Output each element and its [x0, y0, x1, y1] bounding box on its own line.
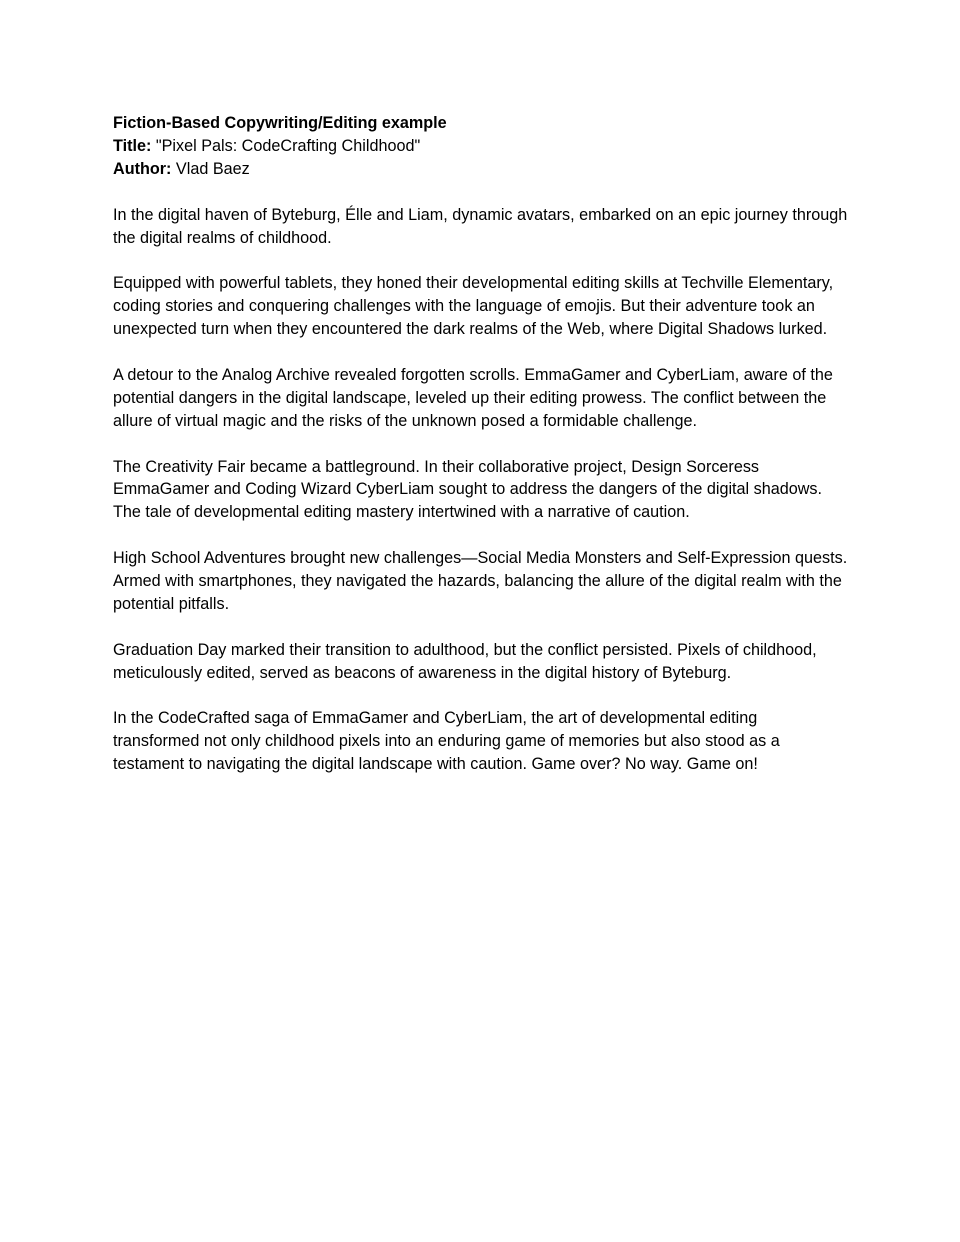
- paragraph: In the CodeCrafted saga of EmmaGamer and CyberLiam, the art of developmental editing transformed not only childhood pixels into an enduring game of memories but also stood as a testament to navigating the digital landscape with caution. Game over? No way. Game on!: [113, 709, 780, 774]
- author-label: Author:: [113, 159, 172, 178]
- document-header: [113, 112, 848, 181]
- document-heading: Fiction-Based Copywriting/Editing example: [113, 114, 447, 132]
- title-line: [113, 135, 848, 158]
- document-body: [113, 112, 848, 799]
- paragraph: In the digital haven of Byteburg, Élle and Liam, dynamic avatars, embarked on an epic journey through the digital realms of childhood.: [113, 205, 848, 247]
- paragraph: Equipped with powerful tablets, they honed their developmental editing skills at Techville Elementary, coding stories and conquering challenges with the language of emojis. But their adventure took an unexpected turn when they encountered the dark realms of the Web, where Digital Shadows lurked.: [113, 274, 834, 339]
- title-value: "Pixel Pals: CodeCrafting Childhood": [151, 136, 421, 155]
- paragraph: The Creativity Fair became a battleground. In their collaborative project, Design Sorceress EmmaGamer and Coding Wizard CyberLiam sought to address the dangers of the digital shadows. The tale of developmental editing mastery intertwined with a narrative of caution.: [113, 457, 823, 522]
- paragraph: A detour to the Analog Archive revealed forgotten scrolls. EmmaGamer and CyberLiam, aware of the potential dangers in the digital landscape, leveled up their editing prowess. The conflict between the allure of virtual magic and the risks of the unknown posed a formidable challenge.: [113, 365, 833, 430]
- paragraph: High School Adventures brought new challenges—Social Media Monsters and Self-Expression quests. Armed with smartphones, they navigated the hazards, balancing the allure of the digital realm with the potential pitfalls.: [113, 549, 848, 613]
- author-line: [113, 158, 848, 181]
- author-value: Vlad Baez: [171, 159, 250, 178]
- title-label: Title:: [113, 136, 152, 155]
- paragraph: Graduation Day marked their transition to adulthood, but the conflict persisted. Pixels of childhood, meticulously edited, served as beacons of awareness in the digital history of Byteburg.: [113, 640, 817, 682]
